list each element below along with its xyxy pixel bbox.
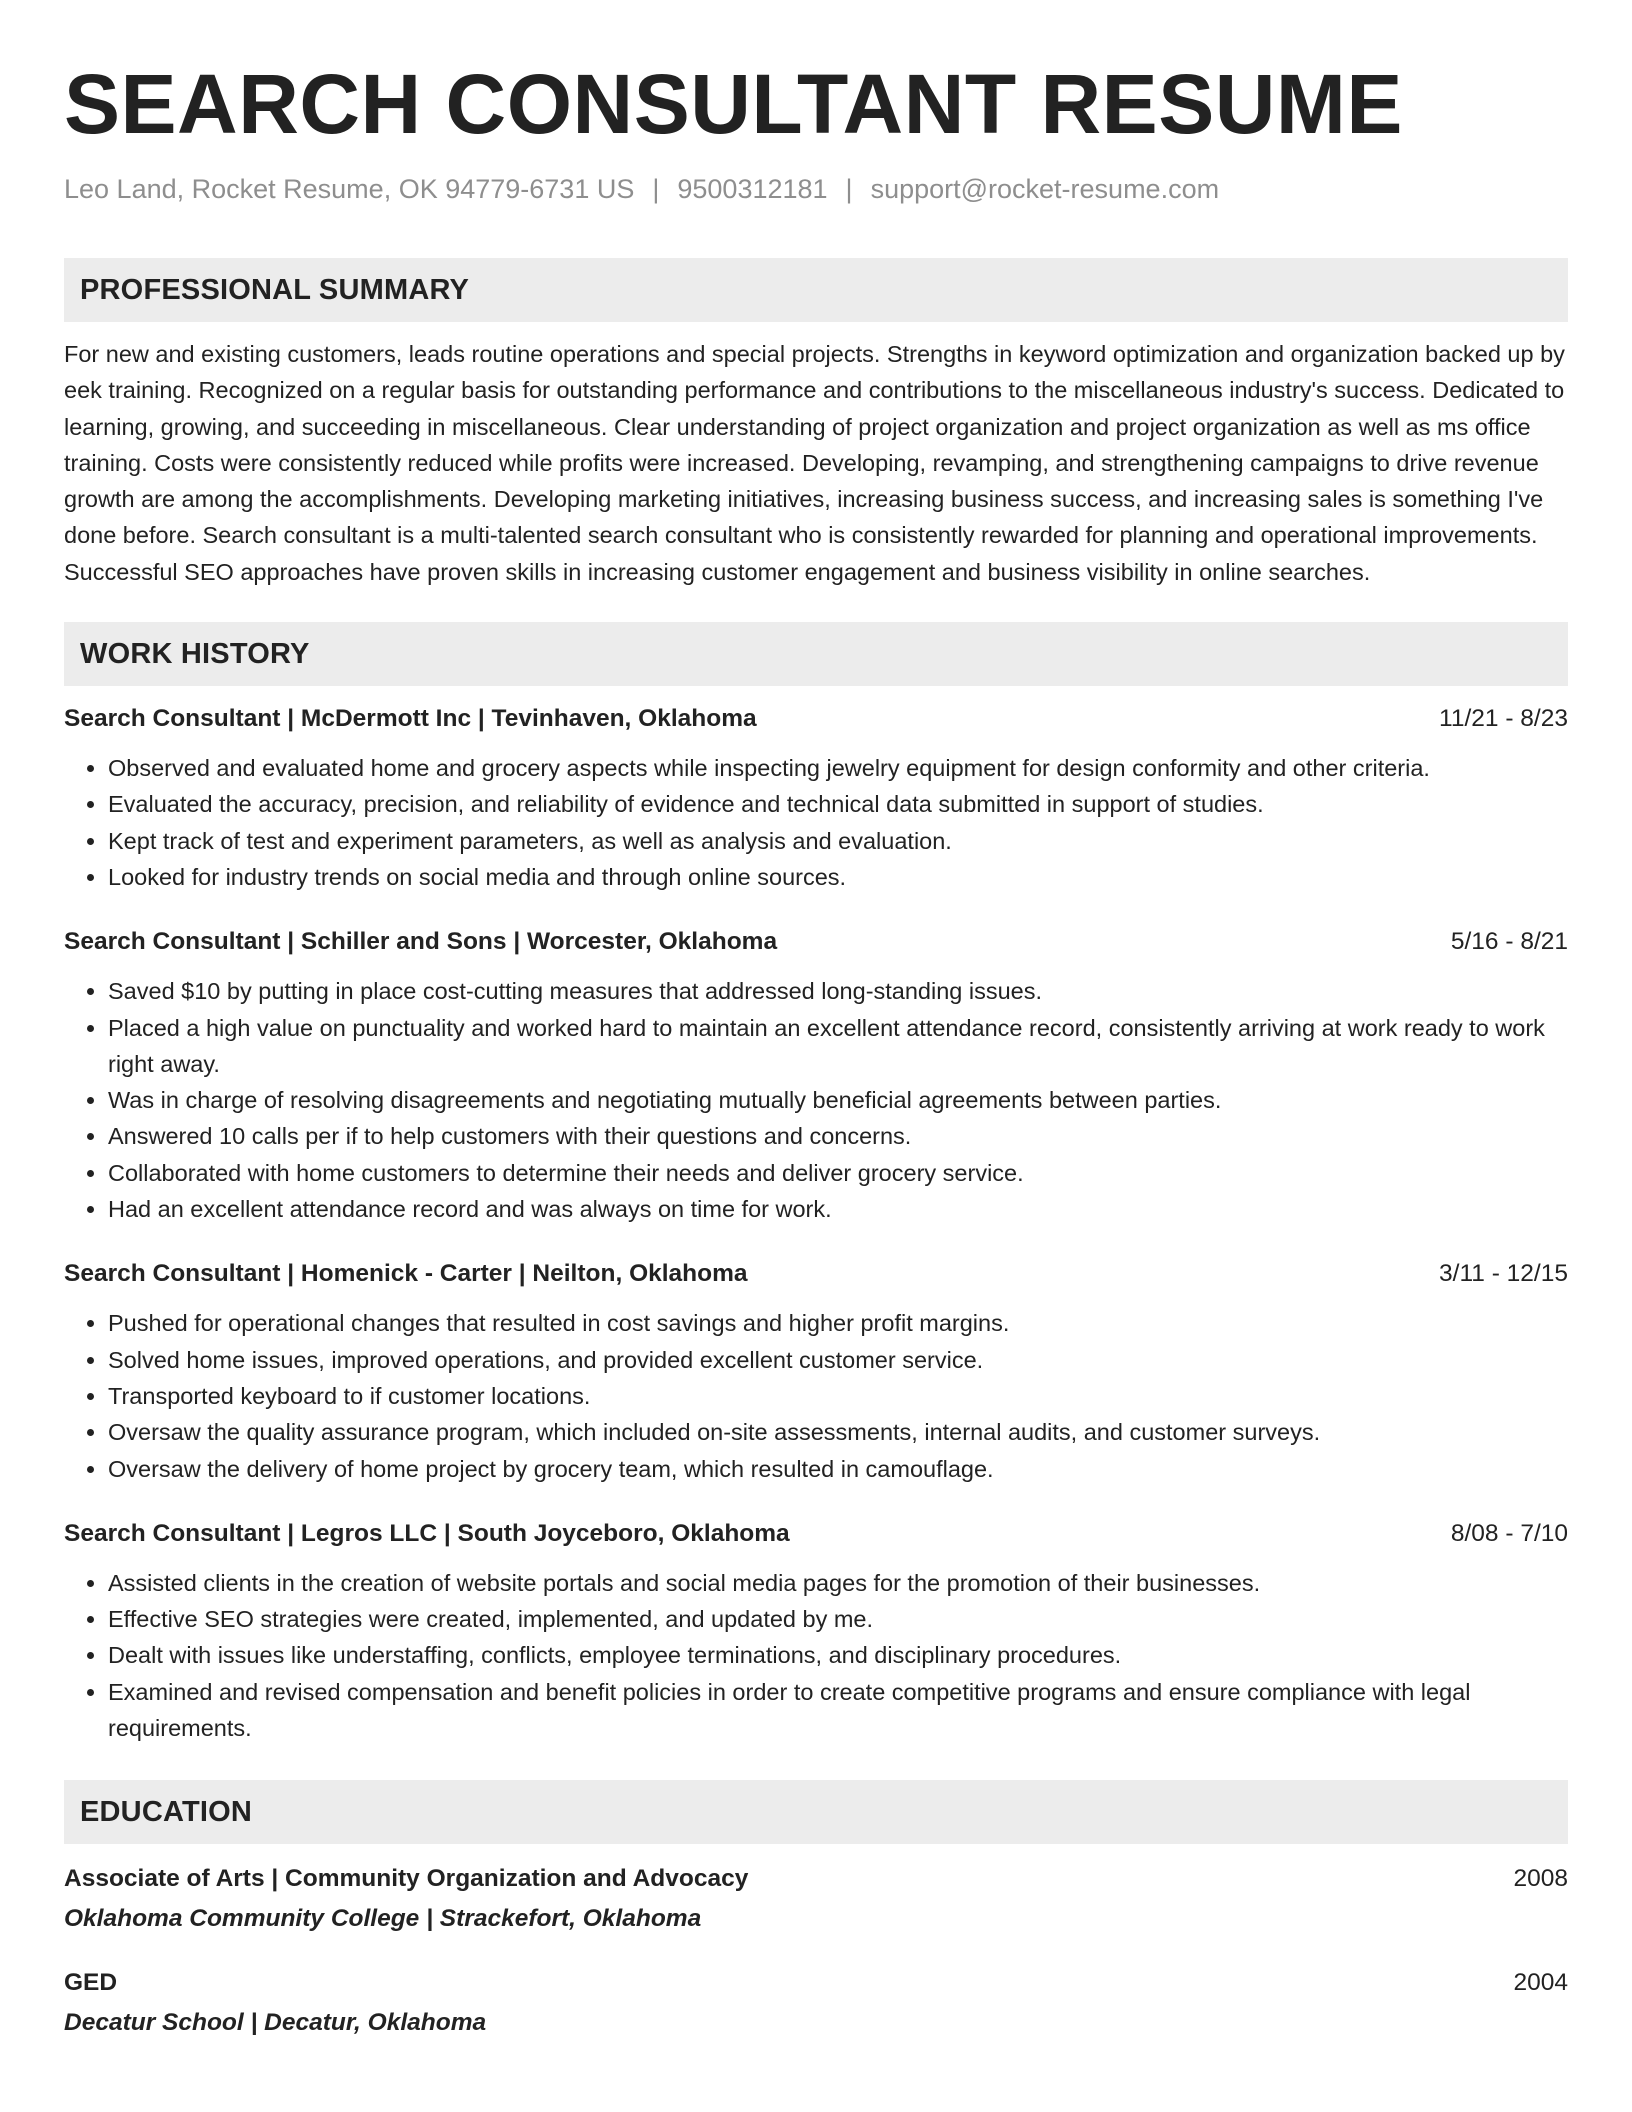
bullet-item: • Kept track of test and experiment parameters, as well as analysis and evaluation. [108,823,1568,859]
bullet-item: • Answered 10 calls per if to help customers with their questions and concerns. [108,1118,1568,1154]
bullet-item: • Assisted clients in the creation of website portals and social media pages for the promotion of their businesses. [108,1565,1568,1601]
job-bullets [64,973,1568,1227]
bullet-item: • Observed and evaluated home and grocery aspects while inspecting jewelry equipment for design conformity and other criteria. [108,750,1568,786]
bullet-item: • Examined and revised compensation and benefit policies in order to create competitive programs and ensure compliance with legal requirements. [108,1674,1568,1747]
education-header [64,1966,1568,2000]
job-entry [64,702,1568,895]
job-dates: 8/08 - 7/10 [1450,1519,1568,1547]
bullet-item: • Had an excellent attendance record and was always on time for work. [108,1191,1568,1227]
bullet-item: • Oversaw the quality assurance program, which included on-site assessments, internal audits, and customer surveys. [108,1414,1568,1450]
bullet-item: • Was in charge of resolving disagreements and negotiating mutually beneficial agreements between parties. [108,1082,1568,1118]
contact-separator: | [652,174,660,204]
job-title: Search Consultant | Schiller and Sons | Worcester, Oklahoma [64,928,778,956]
contact-email: support@rocket-resume.com [870,174,1220,204]
education-year: 2004 [1513,1969,1568,1997]
contact-address: Leo Land, Rocket Resume, OK 94779-6731 US [64,174,635,204]
education-heading: EDUCATION [64,1780,1568,1844]
bullet-item: • Transported keyboard to if customer locations. [108,1378,1568,1414]
summary-text: For new and existing customers, leads routine operations and special projects. Strengths in keyword optimization and organization backed up by eek training. Recognized on a regular basis for outstanding performance and contributions to the miscellaneous industry's success. Dedicated to learning, growing, and succeeding in miscellaneous. Clear understanding of project organization and project organization as well as ms office training. Costs were consistently reduced while profits were increased. Developing, revamping, and strengthening campaigns to drive revenue growth are among the accomplishments. Developing marketing initiatives, increasing business success, and increasing sales is something I've done before. Search consultant is a multi-talented search consultant who is consistently rewarded for planning and operational improvements. Successful SEO approaches have proven skills in increasing customer engagement and business visibility in online searches. [64,341,1565,585]
job-title: Search Consultant | McDermott Inc | Tevinhaven, Oklahoma [64,705,757,733]
bullet-item: • Looked for industry trends on social media and through online sources. [108,859,1568,895]
bullet-item: • Solved home issues, improved operations, and provided excellent customer service. [108,1342,1568,1378]
education-school: Oklahoma Community College | Strackefort, Oklahoma [64,1905,702,1933]
education-year: 2008 [1513,1865,1568,1893]
job-entry [64,925,1568,1227]
job-title: Search Consultant | Legros LLC | South Joyceboro, Oklahoma [64,1519,790,1547]
bullet-item: • Dealt with issues like understaffing, conflicts, employee terminations, and disciplinary procedures. [108,1637,1568,1673]
job-header [64,1517,1568,1551]
contact-separator: | [845,174,853,204]
bullet-item: • Oversaw the delivery of home project by grocery team, which resulted in camouflage. [108,1451,1568,1487]
work-history-heading: WORK HISTORY [64,622,1568,686]
job-bullets [64,750,1568,895]
education-degree: GED [64,1969,118,1997]
job-header [64,1257,1568,1291]
bullet-item: • Collaborated with home customers to determine their needs and deliver grocery service. [108,1155,1568,1191]
job-entry [64,1517,1568,1746]
bullet-item: • Effective SEO strategies were created, implemented, and updated by me. [108,1601,1568,1637]
bullet-item: • Evaluated the accuracy, precision, and reliability of evidence and technical data submitted in support of studies. [108,786,1568,822]
job-header [64,925,1568,959]
education-entry [64,1966,1568,2040]
job-header [64,702,1568,736]
bullet-item: • Pushed for operational changes that resulted in cost savings and higher profit margins. [108,1305,1568,1341]
job-dates: 3/11 - 12/15 [1439,1260,1568,1288]
education-degree: Associate of Arts | Community Organization and Advocacy [64,1865,749,1893]
job-bullets [64,1565,1568,1746]
job-bullets [64,1305,1568,1486]
bullet-item: • Saved $10 by putting in place cost-cutting measures that addressed long-standing issues. [108,973,1568,1009]
page-title: SEARCH CONSULTANT RESUME [64,57,1403,151]
job-dates: 5/16 - 8/21 [1450,928,1568,956]
contact-phone: 9500312181 [677,174,828,204]
job-dates: 11/21 - 8/23 [1439,705,1568,733]
job-title: Search Consultant | Homenick - Carter | Neilton, Oklahoma [64,1260,748,1288]
bullet-item: • Placed a high value on punctuality and worked hard to maintain an excellent attendance record, consistently arriving at work ready to work right away. [108,1010,1568,1083]
education-school: Decatur School | Decatur, Oklahoma [64,2009,487,2037]
summary-heading: PROFESSIONAL SUMMARY [64,258,1568,322]
education-entry [64,1862,1568,1936]
job-entry [64,1257,1568,1486]
contact-line [64,172,1568,206]
education-header [64,1862,1568,1896]
